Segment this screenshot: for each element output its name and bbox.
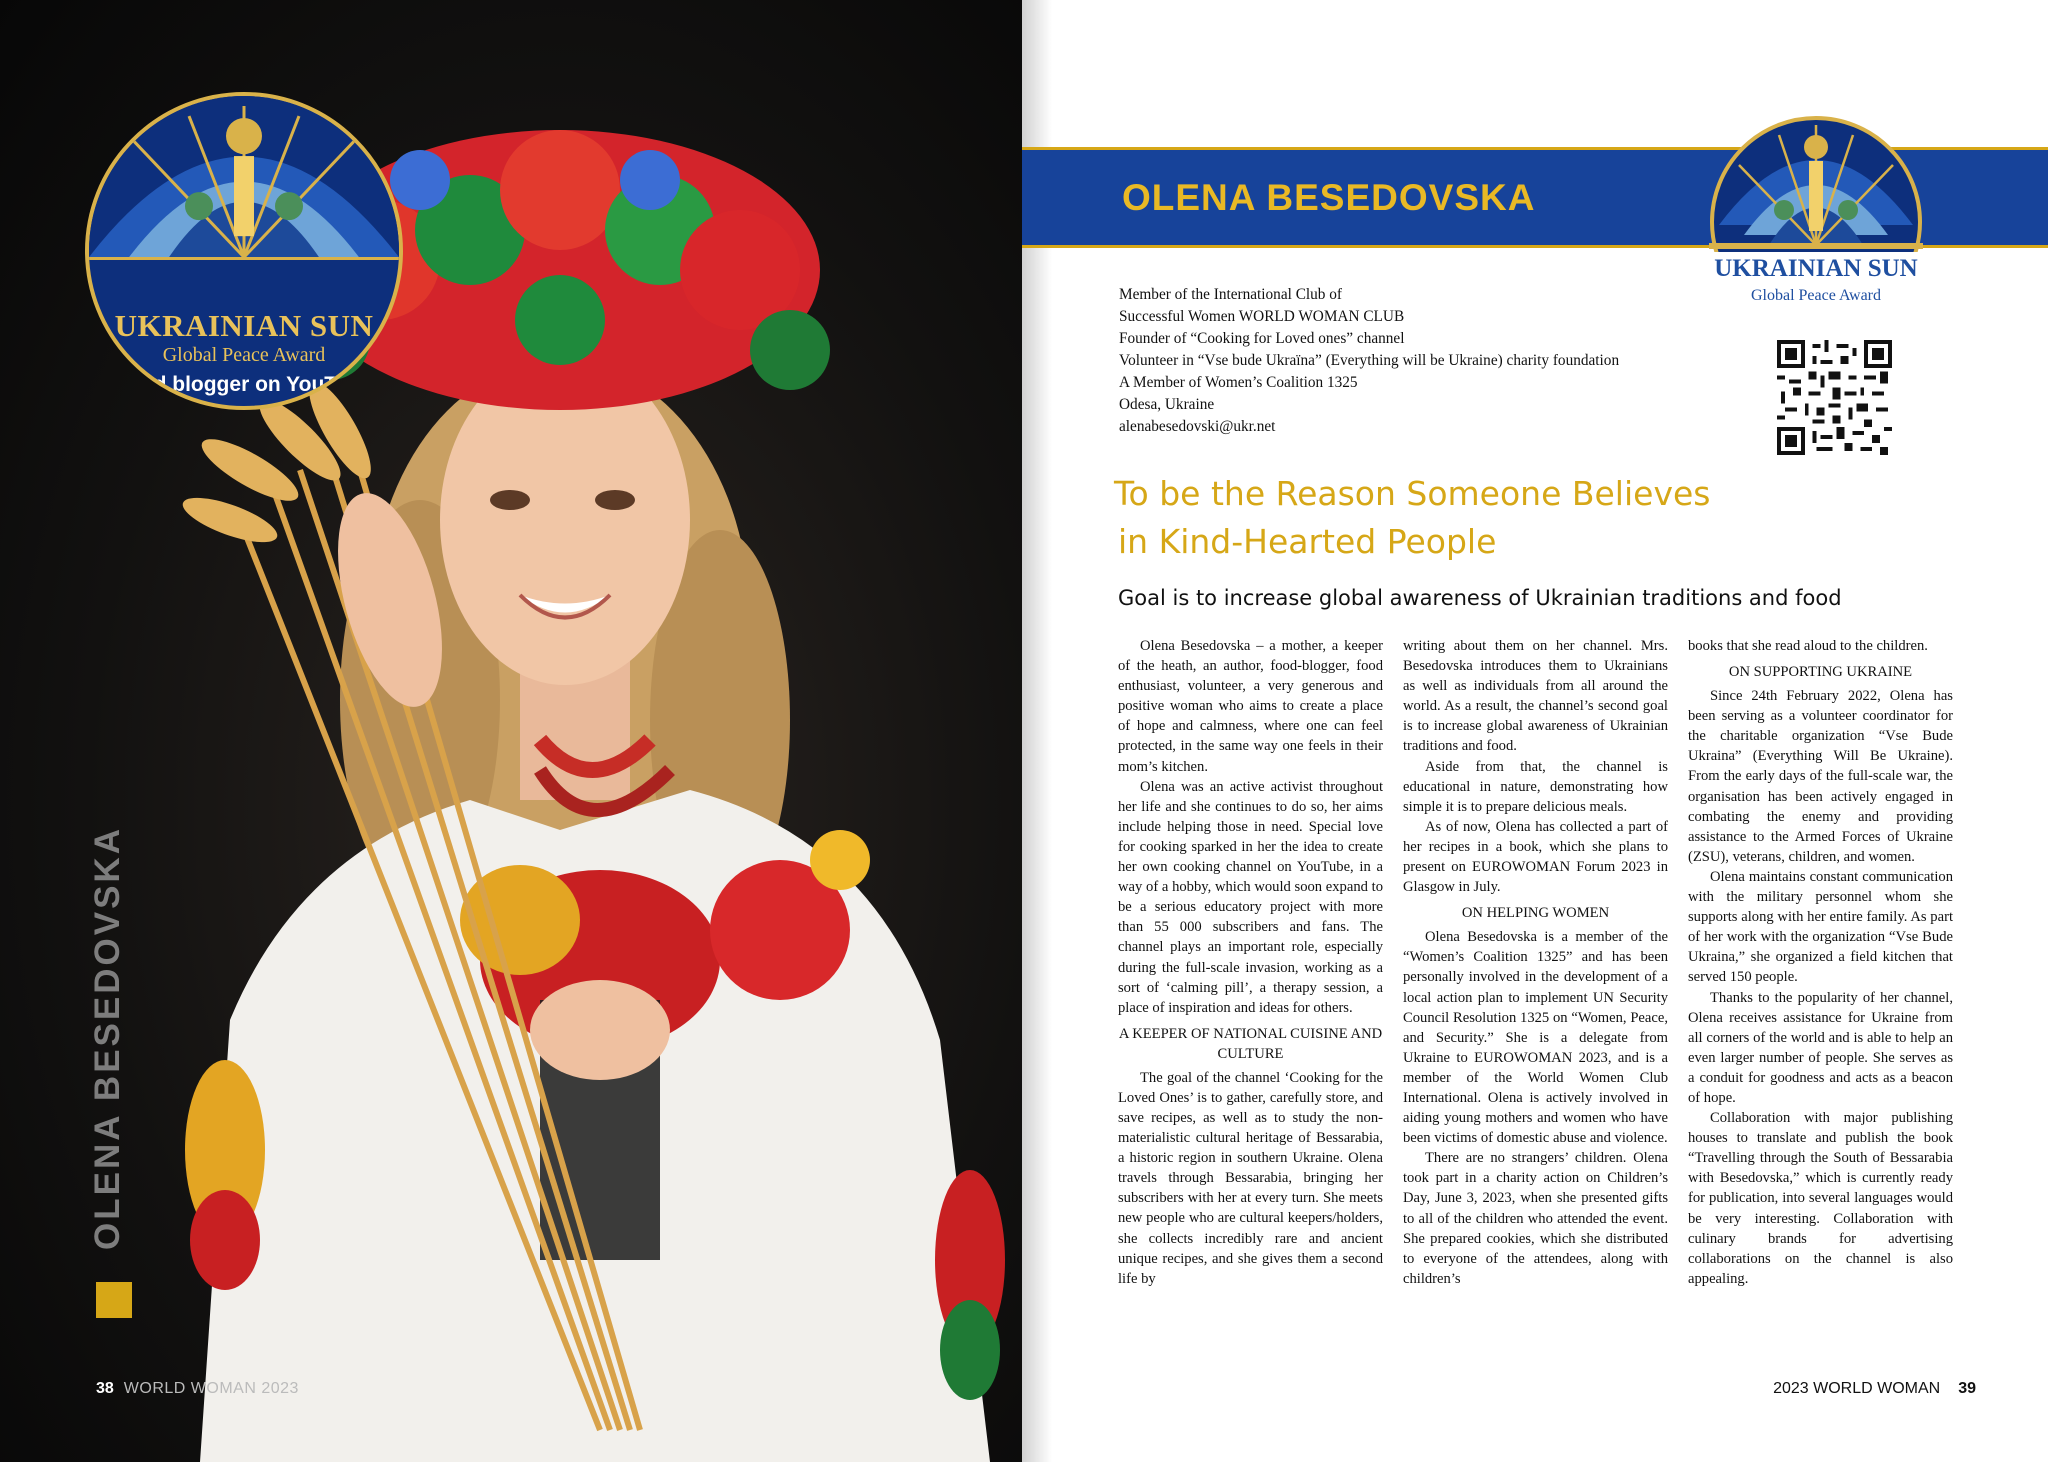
- paragraph: The goal of the channel ‘Cooking for the Loved Ones’ is to gather, carefully store, and save recipes, as well as to study the non-materialistic cultural heritage of Bessarabia, a historic region in southern Ukraine. Olena travels through Bessarabia, bringing her subscribers with her at every turn. She meets new people who are cultural keepers/holders, she collects incredibly rare and ancient unique recipes, and she gives them a second life by: [1118, 1069, 1383, 1287]
- left-page: [0, 0, 1022, 1462]
- bio-line: Successful Women WORLD WOMAN CLUB: [1119, 308, 1405, 325]
- paragraph: Thanks to the popularity of her channel, Olena receives assistance for Ukraine from all corners of the world and is able to help an even larger number of people. She serves as a conduit for goodness and acts as a beacon of hope.: [1688, 989, 1953, 1106]
- paragraph: writing about them on her channel. Mrs. Besedovska introduces them to Ukrainians as well as individuals from all around the world. As a result, the channel’s second goal is to increase global awareness of Ukrainian traditions and food.: [1403, 638, 1668, 755]
- award-badge-icon: [1709, 115, 1923, 252]
- paragraph: books that she read aloud to the children.: [1688, 638, 1928, 654]
- right-page: [1022, 0, 2048, 1462]
- bio-email: alenabesedovski@ukr.net: [1119, 418, 1276, 435]
- bio-line: A Member of Women’s Coalition 1325: [1119, 374, 1358, 391]
- left-footer: [96, 1380, 299, 1398]
- paragraph: As of now, Olena has collected a part of her recipes in a book, which she plans to present on EUROWOMAN Forum 2023 in Glasgow in July.: [1403, 818, 1668, 896]
- award-name: UKRAINIAN SUN: [1714, 255, 1918, 282]
- publication-name: 2023 WORLD WOMAN: [1773, 1380, 1941, 1397]
- headline-line: To be the Reason Someone Believes: [1114, 474, 1711, 513]
- bio-line: Member of the International Club of: [1119, 286, 1343, 303]
- paragraph: Olena maintains constant communication with the military personnel whom she supports along with her entire family. As part of her work with the organization “Vse Bude Ukraina,” she organized a field kitchen that served 150 people.: [1688, 868, 1953, 986]
- paragraph: Olena Besedovska is a member of the “Women’s Coalition 1325” and has been personally involved in the development of a local action plan to implement UN Security Council Resolution 1325 on “Women, Peace, and Security.” She is a delegate from Ukraine to EUROWOMAN 2023, and is a member of the World Women Club International. Olena is actively involved in aiding young mothers and women who have been victims of domestic abuse and violence.: [1403, 929, 1668, 1147]
- accent-square: [96, 1282, 132, 1318]
- bio-line: Odesa, Ukraine: [1119, 396, 1215, 413]
- award-subtitle: Global Peace Award: [162, 344, 326, 366]
- section-heading: A KEEPER OF NATIONAL CUISINE AND CULTURE: [1118, 1025, 1383, 1062]
- right-footer: [1773, 1380, 1976, 1398]
- award-subtitle: Global Peace Award: [1750, 287, 1882, 304]
- page-number: 39: [1958, 1380, 1976, 1397]
- award-badge-icon: [85, 92, 403, 410]
- paragraph: There are no strangers’ children. Olena took part in a charity action on Children’s Day, June 3, 2023, when she presented gifts to all of the children who attended the event. She prepared cookies, which she distributed to everyone of the attendees, along with children’s: [1403, 1150, 1668, 1287]
- qr-code-icon: [1777, 340, 1892, 455]
- award-category: Food blogger on YouTube: [115, 373, 373, 396]
- article-column-2: [1403, 636, 1668, 1289]
- article-column-1: [1118, 636, 1383, 1289]
- section-heading: ON HELPING WOMEN: [1461, 905, 1610, 922]
- bio-line: Founder of “Cooking for Loved ones” channel: [1119, 330, 1405, 347]
- paragraph: Aside from that, the channel is educational in nature, demonstrating how simple it is to prepare delicious meals.: [1403, 758, 1668, 815]
- publication-name: WORLD WOMAN 2023: [123, 1380, 299, 1397]
- bio-line: Volunteer in “Vse bude Ukraïna” (Everything will be Ukraine) charity foundation: [1119, 352, 1620, 369]
- paragraph: Collaboration with major publishing houses to translate and publish the book “Travelling through the South of Bessarabia with Besedovska,” which is currently ready for publication, into several languages would be very interesting. Collaboration with culinary brands for advertising collaborations on the channel is also appealing.: [1688, 1110, 1953, 1287]
- paragraph: Olena Besedovska – a mother, a keeper of the heath, an author, food-blogger, food enthusiast, volunteer, a very generous and positive woman who aims to create a place of hope and calmness, where one can feel protected, in the same way one feels in their mom’s kitchen.: [1118, 638, 1383, 775]
- section-heading: ON SUPPORTING UKRAINE: [1728, 664, 1913, 681]
- vertical-name: OLENA BESEDOVSKA: [88, 826, 127, 1250]
- subheadline: Goal is to increase global awareness of Ukrainian traditions and food: [1118, 586, 1842, 610]
- paragraph: Olena was an active activist throughout her life and she continues to do so, her aims include helping those in need. Special love for cooking sparked in her the idea to create her own cooking channel on YouTube, in a way of a hobby, which would soon expand to be a serious educatory project with more than 55 000 subscribers and fans. The channel plays an important role, especially during the full-scale invasion, working as a sort of ‘calming pill’, a therapy session, a place of inspiration and ideas for others.: [1118, 778, 1383, 1016]
- bio-block: [1119, 284, 1619, 438]
- paragraph: Since 24th February 2022, Olena has been serving as a volunteer coordinator for the charitable organization “Vse Bude Ukraina” (Everything Will Be Ukraine). From the early days of the full-scale war, the organisation has been actively engaged in combating the enemy and providing assistance to the Armed Forces of Ukraine (ZSU), veterans, children, and women.: [1688, 688, 1953, 865]
- headline: [1114, 470, 1814, 566]
- headline-line: in Kind-Hearted People: [1118, 522, 1497, 561]
- article-column-3: [1688, 636, 1953, 1289]
- mosaic-icon: [89, 96, 399, 257]
- header-name: OLENA BESEDOVSKA: [1122, 177, 1536, 218]
- page-number: 38: [96, 1380, 114, 1397]
- award-name: UKRAINIAN SUN: [114, 308, 374, 343]
